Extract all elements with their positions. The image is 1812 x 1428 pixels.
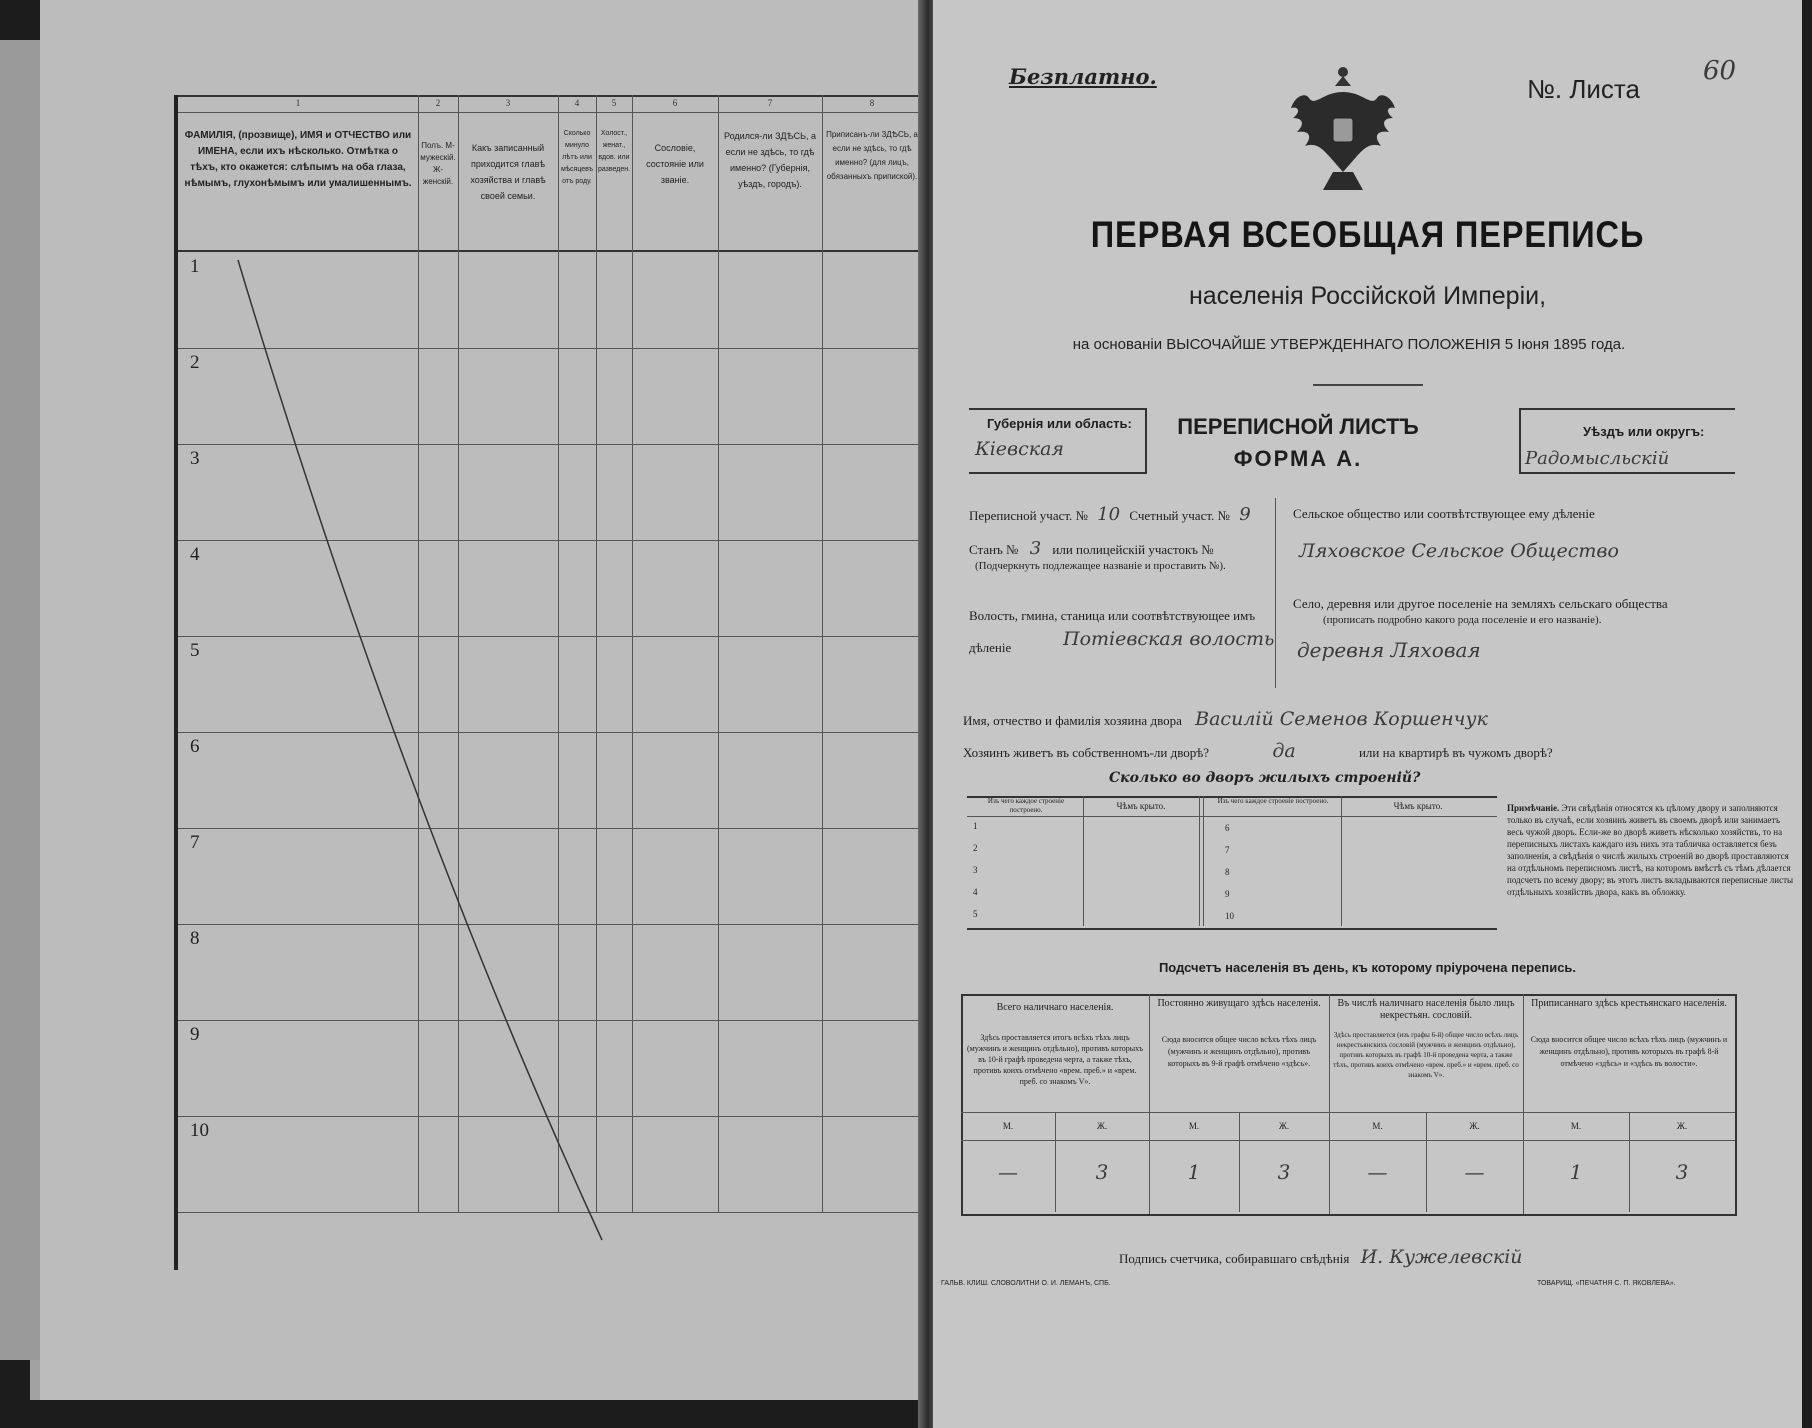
village-label: Село, деревня или другое поселеніе на земляхъ сельскаго общества [1293, 596, 1668, 611]
col-header-sex: Полъ. М-мужескій. Ж-женскій. [420, 141, 456, 186]
imperial-eagle-emblem [1283, 62, 1403, 197]
female-label: Ж. [1469, 1121, 1480, 1131]
right-page [933, 0, 1802, 1428]
col-num-7: 7 [767, 98, 773, 108]
uezd-label: Уѣздъ или округъ: [1583, 424, 1705, 439]
count-value-male: 1 [1569, 1160, 1583, 1184]
buildings-col-material: Изъ чего каждое строеніе построено. [1217, 797, 1329, 805]
left-page [40, 0, 922, 1400]
count-desc: Сюда вносится общее число всѣхъ тѣхъ лицъ (мужчинъ и женщинъ отдѣльно), противъ которыхъ въ графѣ 8-й отмѣчено «здѣсь» и «здѣсь въ волости». [1530, 1035, 1728, 1068]
count-head: Въ числѣ наличнаго населенія было лицъ некрестьян. сословій. [1337, 998, 1515, 1021]
note-block [1507, 802, 1797, 898]
stan-label: Станъ № [969, 542, 1019, 557]
row-number: 6 [190, 736, 200, 757]
count-value-female: 3 [1095, 1160, 1109, 1184]
owner-value: Василій Семенов Коршенчук [1195, 708, 1488, 730]
count-head: Постоянно живущаго здѣсь населенія. [1157, 998, 1321, 1009]
count-head: Всего наличнаго населенія. [996, 1002, 1114, 1013]
female-label: Ж. [1096, 1121, 1108, 1131]
counting-district-label: Счетный участ. № [1129, 508, 1230, 523]
owner-line [963, 708, 1488, 730]
col-header-marital: Холост., женат., вдов. или разведен. [597, 130, 631, 173]
count-desc: Сюда вносится общее число всѣхъ тѣхъ лицъ (мужчинъ и женщинъ отдѣльно), противъ которыхъ въ 9-й графѣ отмѣчено «здѣсь». [1161, 1035, 1317, 1068]
row-number: 9 [190, 1024, 200, 1045]
own-yard-label: Хозяинъ живетъ въ собственномъ-ли дворѣ? [963, 745, 1210, 760]
col-header-age: Сколько минуло лѣтъ или мѣсяцевъ отъ роду. [560, 130, 594, 185]
sheet-label: №. Листа [1527, 74, 1641, 104]
row-number: 1 [190, 256, 200, 277]
row-number: 4 [190, 544, 200, 565]
male-label: М. [1188, 1121, 1200, 1131]
count-desc: Здѣсь проставляется итогъ всѣхъ тѣхъ лицъ (мужчинъ и женщинъ отдѣльно), противъ которыхъ въ 10-й графѣ проведена черта, а также тѣхъ, противъ коихъ отмѣчено «врем. преб.» и «врем. преб. со знакомъ V». [967, 1033, 1143, 1086]
counting-district-value: 9 [1239, 504, 1251, 525]
buildings-row: 4 [973, 887, 978, 897]
owner-label: Имя, отчество и фамилія хозяина двора [963, 713, 1182, 728]
census-basis: на основаніи ВЫСОЧАЙШЕ УТВЕРЖДЕННАГО ПОЛОЖЕНІЯ 5 Іюня 1895 года. [1072, 336, 1626, 353]
census-district-label: Переписной участ. № [969, 508, 1088, 523]
male-label: М. [1002, 1121, 1014, 1131]
col-header-estate: Сословіе, состояніе или званіе. [646, 143, 704, 185]
buildings-row: 5 [973, 909, 978, 919]
buildings-col-roof: Чѣмъ крыто. [1116, 801, 1166, 811]
row-number: 8 [190, 928, 200, 949]
buildings-row: 3 [973, 865, 978, 875]
form-title-2: ФОРМА А. [1233, 446, 1363, 471]
row-number: 5 [190, 640, 200, 661]
stan-value: 3 [1029, 538, 1042, 559]
buildings-col-material: Изъ чего каждое строеніе построено. [987, 797, 1065, 814]
female-label: Ж. [1278, 1121, 1290, 1131]
col-num-3: 3 [505, 98, 511, 108]
col-header-registered: Приписанъ-ли ЗДѢСЬ, а если не здѣсь, то гдѣ именно? (для лицъ, обязанныхъ припиской). [826, 130, 918, 181]
buildings-row: 10 [1225, 911, 1234, 921]
census-district-value: 10 [1097, 504, 1121, 525]
uezd-value: Радомысльскій [1525, 448, 1670, 469]
buildings-row: 7 [1225, 845, 1230, 855]
society-value: Ляховское Сельское Общество [1299, 540, 1619, 562]
buildings-row: 9 [1225, 889, 1230, 899]
note-text: Эти свѣдѣнія относятся къ цѣлому двору и заполняются только въ случаѣ, если хозяинъ живетъ въ своемъ дворѣ или занимаетъ весь чужой дворъ. Если-же во дворѣ живетъ нѣсколько хозяйствъ, то на переписныхъ листахъ каждаго изъ нихъ эта табличка оставляется безъ заполненія, а свѣдѣнія о числѣ жилыхъ строеній во дворѣ проставляются на отдѣльномъ переписномъ листѣ, на которомъ вмѣстѣ съ тѣмъ дѣлается подсчетъ по всему двору; въ этотъ листъ вкладываются переписные листы отдѣльныхъ хозяйствъ двора, какъ въ обложку. [1507, 803, 1794, 897]
underline-note: (Подчеркнуть подлежащее названіе и проставить №). [975, 560, 1226, 572]
police-label: или полицейскій участокъ № [1052, 542, 1214, 557]
imprint-left: ГАЛЬВ. КЛИШ. СЛОВОЛИТНИ О. И. ЛЕМАНЪ, СПБ. [941, 1280, 1111, 1287]
col-header-name: ФАМИЛІЯ, (прозвище), ИМЯ и ОТЧЕСТВО или ИМЕНА, если ихъ нѣсколько. Отмѣтка о тѣхъ, кто окажется: слѣпымъ на оба глаза, нѣмымъ, глухонѣмымъ или умалишеннымъ. [184, 130, 412, 189]
village-value: деревня Ляховая [1297, 638, 1481, 662]
note-title: Примѣчаніе. [1507, 803, 1560, 813]
rented-label: или на квартирѣ въ чужомъ дворѣ? [1358, 745, 1553, 760]
buildings-question: Сколько во дворъ жилыхъ строеній? [1109, 770, 1421, 786]
guberniya-label: Губернія или область: [987, 416, 1132, 431]
count-value-male: 1 [1187, 1160, 1201, 1184]
stan-line [969, 538, 1214, 559]
society-label: Сельское общество или соотвѣтствующее ему дѣленіе [1293, 506, 1595, 521]
col-num-5: 5 [611, 98, 617, 108]
census-subtitle: населенія Россійской Имперіи, [1188, 282, 1547, 310]
count-value-female: 3 [1277, 1160, 1291, 1184]
census-district-line [969, 504, 1257, 525]
col-header-relation: Какъ записанный приходится главѣ хозяйства и главѣ своей семьи. [470, 143, 546, 201]
imprint-right: ТОВАРИЩ. «ПЕЧАТНЯ С. П. ЯКОВЛЕВА». [1537, 1280, 1676, 1287]
buildings-col-roof: Чѣмъ крыто. [1393, 801, 1443, 811]
cancellation-stroke [40, 0, 920, 1400]
buildings-row: 6 [1225, 823, 1230, 833]
col-num-8: 8 [869, 98, 875, 108]
free-label: Безплатно. [1009, 64, 1157, 89]
guberniya-value: Кіевская [975, 438, 1064, 460]
buildings-row: 2 [973, 843, 978, 853]
buildings-row: 8 [1225, 867, 1230, 877]
form-title-1: ПЕРЕПИСНОЙ ЛИСТЪ [1177, 414, 1419, 439]
count-value-female: 3 [1675, 1160, 1689, 1184]
row-number: 7 [190, 832, 200, 853]
census-title: ПЕРВАЯ ВСЕОБЩАЯ ПЕРЕПИСЬ [1090, 214, 1645, 255]
count-title: Подсчетъ населенія въ день, къ которому пріурочена перепись. [1158, 960, 1577, 975]
count-head: Приписаннаго здѣсь крестьянскаго населенія. [1531, 998, 1727, 1009]
female-label: Ж. [1676, 1121, 1688, 1131]
row-number: 2 [190, 352, 200, 373]
count-value-female: — [1464, 1160, 1485, 1184]
buildings-row: 1 [973, 821, 978, 831]
count-value-male: — [998, 1160, 1018, 1184]
col-header-birthplace: Родился-ли ЗДѢСЬ, а если не здѣсь, то гдѣ именно? (Губернія, уѣздъ, городъ). [723, 131, 817, 189]
male-label: М. [1570, 1121, 1582, 1131]
male-label: М. [1372, 1121, 1383, 1131]
signature-value: И. Кужелевскій [1360, 1246, 1523, 1268]
col-num-2: 2 [435, 98, 441, 108]
col-num-4: 4 [574, 98, 580, 108]
signature-line [1119, 1246, 1523, 1268]
row-number: 10 [190, 1120, 209, 1141]
count-desc: Здѣсь проставляется (изъ графы 6-й) общее число всѣхъ лицъ некрестьянскихъ сословій (мужчинъ и женщинъ отдѣльно), противъ которыхъ въ графѣ 10-й проведена черта, а также тѣхъ, противъ коихъ отмѣчено «врем. преб.» и «врем. преб. со знакомъ V». [1333, 1031, 1519, 1079]
col-num-6: 6 [672, 98, 678, 108]
col-num-1: 1 [295, 98, 301, 108]
info-divider [1275, 498, 1276, 688]
count-value-male: — [1367, 1160, 1388, 1184]
volost-value: Потіевская волость [1063, 628, 1275, 650]
yard-line [963, 740, 1553, 762]
title-divider [1313, 384, 1423, 386]
own-yard-value: да [1272, 740, 1296, 762]
village-note: (прописать подробно какого рода поселеніе и его названіе). [1323, 614, 1602, 626]
signature-label: Подпись счетчика, собиравшаго свѣдѣнія [1119, 1251, 1350, 1266]
volost-label: Волость, гмина, станица или соотвѣтствующее имъ дѣленіе [969, 608, 1256, 655]
row-number: 3 [190, 448, 200, 469]
sheet-number: 60 [1703, 56, 1737, 86]
